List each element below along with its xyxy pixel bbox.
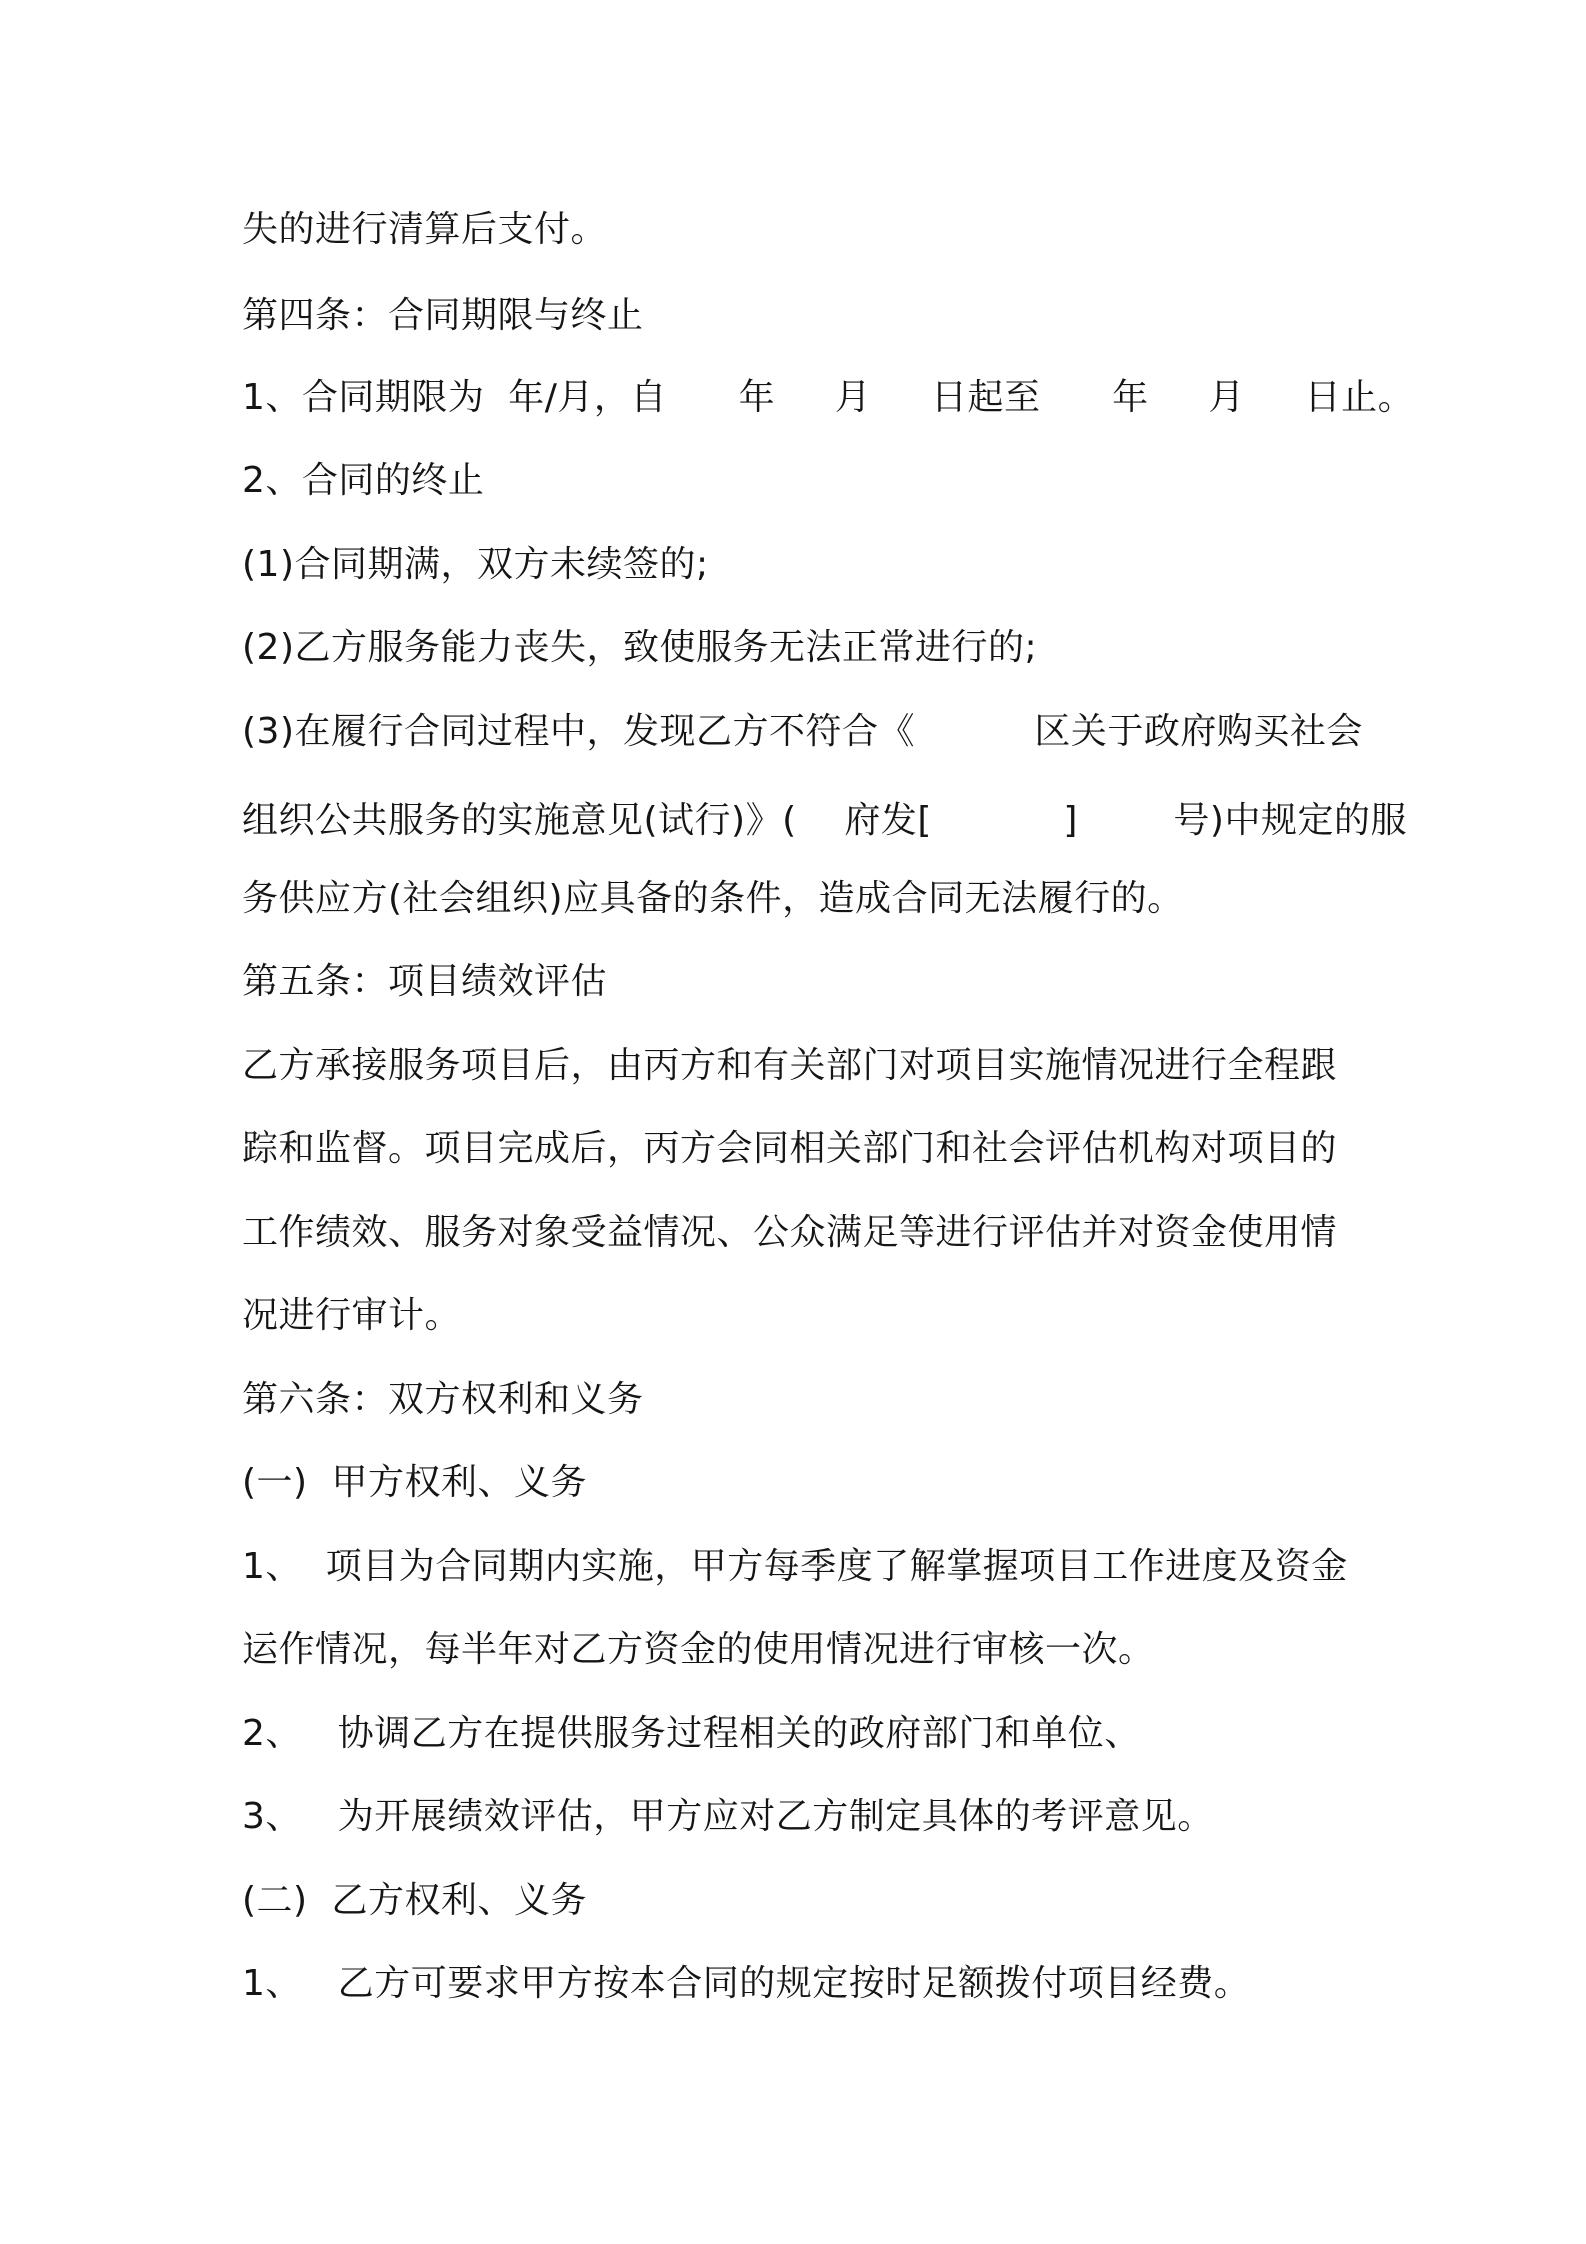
text-line: 工作绩效、服务对象受益情况、公众满足等进行评估并对资金使用情 [242, 1212, 1338, 1253]
text-line: 1、 项目为合同期内实施，甲方每季度了解掌握项目工作进度及资金 [242, 1546, 1348, 1587]
text-line: (3)在履行合同过程中，发现乙方不符合《 区关于政府购买社会 [242, 711, 1363, 752]
subsection-heading: (二) 乙方权利、义务 [242, 1880, 587, 1921]
text-line: (1)合同期满，双方未续签的; [242, 544, 709, 585]
text-line: (2)乙方服务能力丧失，致使服务无法正常进行的; [242, 627, 1038, 668]
text-line: 3、 为开展绩效评估，甲方应对乙方制定具体的考评意见。 [242, 1796, 1214, 1837]
section-heading-6: 第六条：双方权利和义务 [242, 1379, 644, 1420]
text-line: 务供应方(社会组织)应具备的条件，造成合同无法履行的。 [242, 878, 1184, 919]
section-heading-5: 第五条：项目绩效评估 [242, 961, 608, 1002]
text-line: 1、合同期限为 年/月，自 年 月 日起至 年 月 日止。 [242, 377, 1415, 418]
text-line: 失的进行清算后支付。 [242, 209, 608, 250]
section-heading-4: 第四条：合同期限与终止 [242, 295, 644, 336]
text-line: 1、 乙方可要求甲方按本合同的规定按时足额拨付项目经费。 [242, 1963, 1251, 2004]
text-line: 2、 协调乙方在提供服务过程相关的政府部门和单位、 [242, 1713, 1141, 1754]
text-line: 乙方承接服务项目后，由丙方和有关部门对项目实施情况进行全程跟 [242, 1045, 1338, 1086]
text-line: 2、合同的终止 [242, 460, 485, 501]
text-line: 踪和监督。项目完成后，丙方会同相关部门和社会评估机构对项目的 [242, 1128, 1338, 1169]
subsection-heading: (一) 甲方权利、义务 [242, 1462, 587, 1503]
text-line: 组织公共服务的实施意见(试行)》( 府发[ ] 号)中规定的服 [242, 800, 1407, 841]
text-line: 况进行审计。 [242, 1295, 462, 1336]
text-line: 运作情况，每半年对乙方资金的使用情况进行审核一次。 [242, 1629, 1155, 1670]
